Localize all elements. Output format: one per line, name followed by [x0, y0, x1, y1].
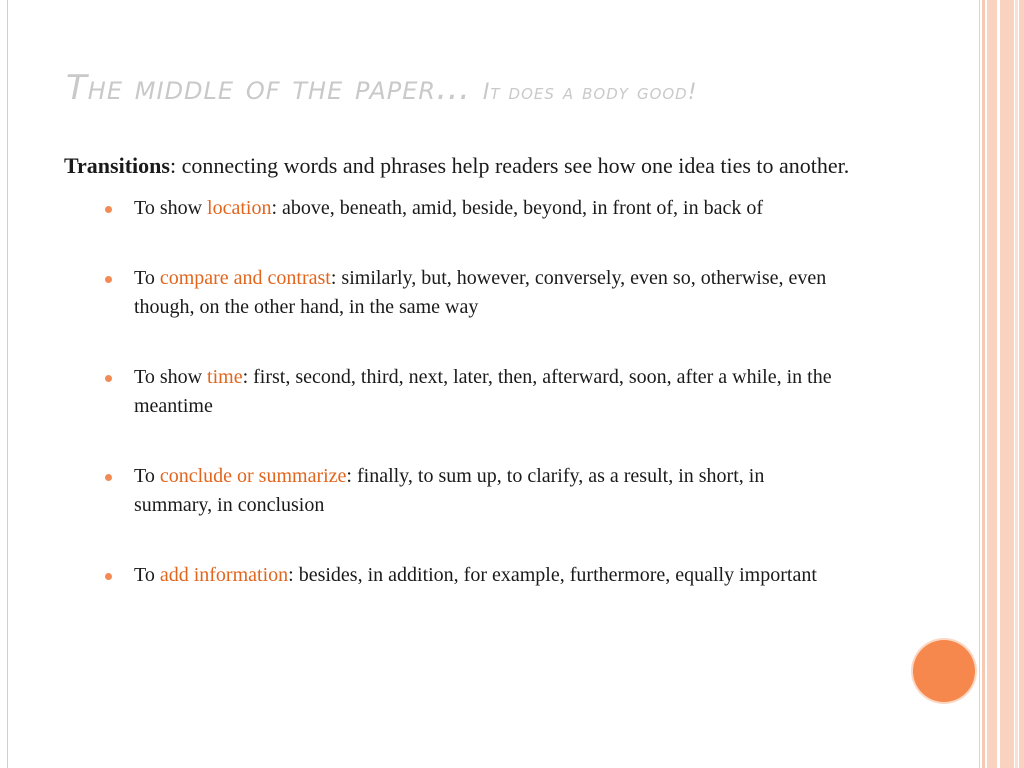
- bullet-keyword: compare and contrast: [159, 267, 331, 289]
- bullet-dot-icon: [105, 206, 112, 213]
- bullet-keyword: time: [207, 366, 243, 388]
- bullet-item-compare-contrast: [64, 264, 834, 322]
- bullet-dot-icon: [105, 276, 112, 283]
- right-stripe: [1015, 0, 1018, 768]
- right-stripe: [1000, 0, 1014, 768]
- title-main: The middle of the paper…: [66, 68, 472, 108]
- bullet-dot-icon: [105, 474, 112, 481]
- bullet-item-add-information: [64, 561, 834, 590]
- bullet-prefix: To: [134, 465, 160, 487]
- bullet-examples: : besides, in addition, for example, furthermore, equally important: [288, 564, 817, 586]
- bullet-item-conclude: [64, 462, 834, 520]
- decorative-circle: [913, 640, 975, 702]
- bullet-item-time: [64, 363, 834, 421]
- bullet-examples: : finally, to sum up, to clarify, as a result, in short, in summary, in conclusion: [134, 465, 765, 516]
- lead-paragraph: [64, 151, 884, 180]
- lead-definition: : connecting words and phrases help readers see how one idea ties to another.: [169, 153, 850, 178]
- bullet-keyword: add information: [159, 564, 289, 586]
- bullet-examples: : first, second, third, next, later, then, afterward, soon, after a while, in the meantime: [134, 366, 832, 417]
- left-border-line: [7, 0, 8, 768]
- bullet-prefix: To show: [134, 366, 208, 388]
- bullet-examples: : above, beneath, amid, beside, beyond, in front of, in back of: [271, 197, 764, 219]
- bullet-prefix: To: [134, 564, 160, 586]
- bullet-examples: : similarly, but, however, conversely, even so, otherwise, even though, on the other hand, in the same way: [134, 267, 827, 318]
- right-stripe: [979, 0, 980, 768]
- bullet-dot-icon: [105, 573, 112, 580]
- bullet-keyword: conclude or summarize: [159, 465, 347, 487]
- slide-body: [64, 151, 884, 631]
- bullet-prefix: To: [134, 267, 160, 289]
- slide-title: [66, 66, 946, 115]
- bullet-list: [64, 194, 884, 590]
- right-stripe: [987, 0, 997, 768]
- bullet-item-location: [64, 194, 834, 223]
- bullet-dot-icon: [105, 375, 112, 382]
- bullet-keyword: location: [207, 197, 272, 219]
- right-stripe: [982, 0, 985, 768]
- right-stripe: [1019, 0, 1024, 768]
- bullet-prefix: To show: [134, 197, 208, 219]
- lead-term: Transitions: [64, 153, 170, 178]
- title-subtitle: It does a body good!: [482, 80, 698, 105]
